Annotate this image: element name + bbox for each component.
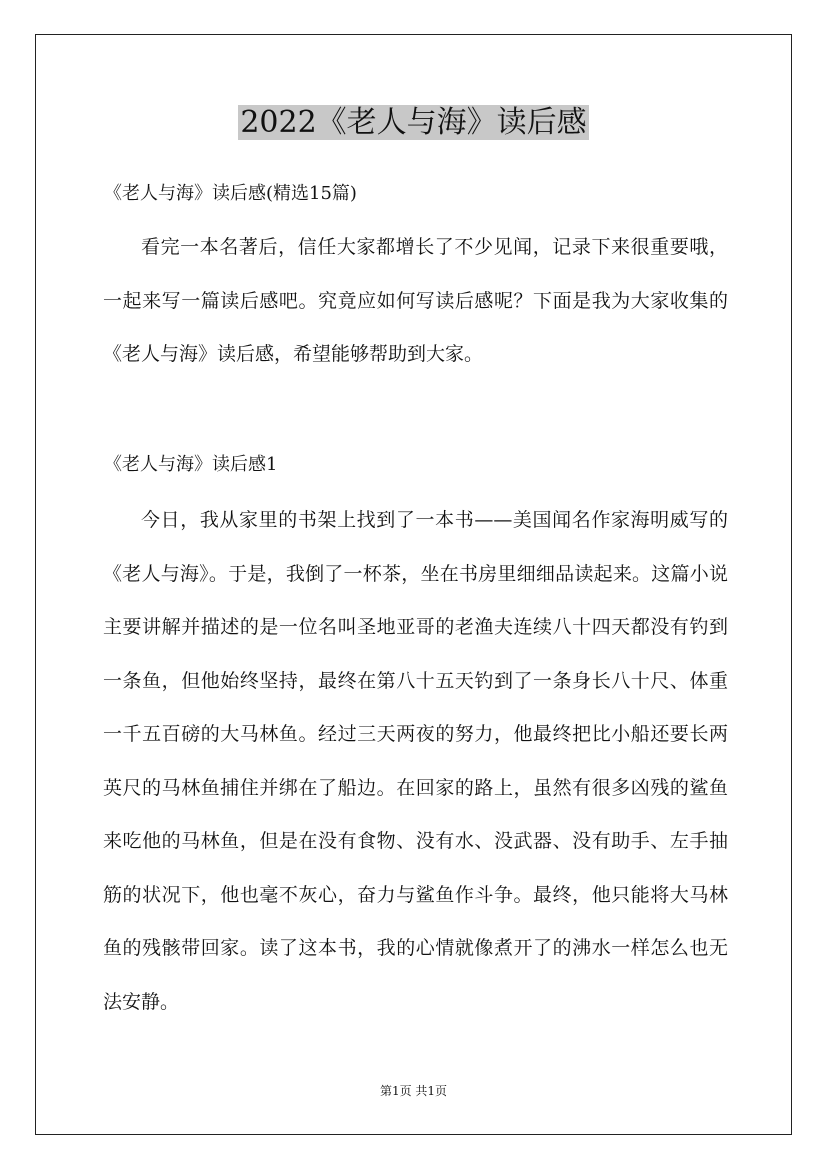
- page-footer: 第1页 共1页: [379, 1084, 448, 1098]
- document-title: 2022《老人与海》读后感: [240, 105, 587, 140]
- intro-paragraph: 看完一本名著后，信任大家都增长了不少见闻，记录下来很重要哦，一起来写一篇读后感吧。究竟应如何写读后感呢？下面是我为大家收集的《老人与海》读后感，希望能够帮助到大家。: [103, 236, 728, 365]
- document-title-wrapper: [0, 103, 827, 143]
- section-body-paragraph: 今日，我从家里的书架上找到了一本书——美国闻名作家海明威写的《老人与海》。于是，我倒了一杯茶，坐在书房里细细品读起来。这篇小说主要讲解并描述的是一位名叫圣地亚哥的老渔夫连续八十四天都没有钓到一条鱼，但他始终坚持，最终在第八十五天钓到了一条身长八十尺、体重一千五百磅的大马林鱼。经过三天两夜的努力，他最终把比小船还要长两英尺的马林鱼捕住并绑在了船边。在回家的路上，虽然有很多凶残的鲨鱼来吃他的马林鱼，但是在没有食物、没有水、没武器、没有助手、左手抽筋的状况下，他也毫不灰心，奋力与鲨鱼作斗争。最终，他只能将大马林鱼的残骸带回家。读了这本书，我的心情就像煮开了的沸水一样怎么也无法安静。: [103, 509, 728, 1013]
- document-subtitle: 《老人与海》读后感(精选15篇): [104, 183, 357, 204]
- section-heading: 《老人与海》读后感1: [104, 454, 278, 475]
